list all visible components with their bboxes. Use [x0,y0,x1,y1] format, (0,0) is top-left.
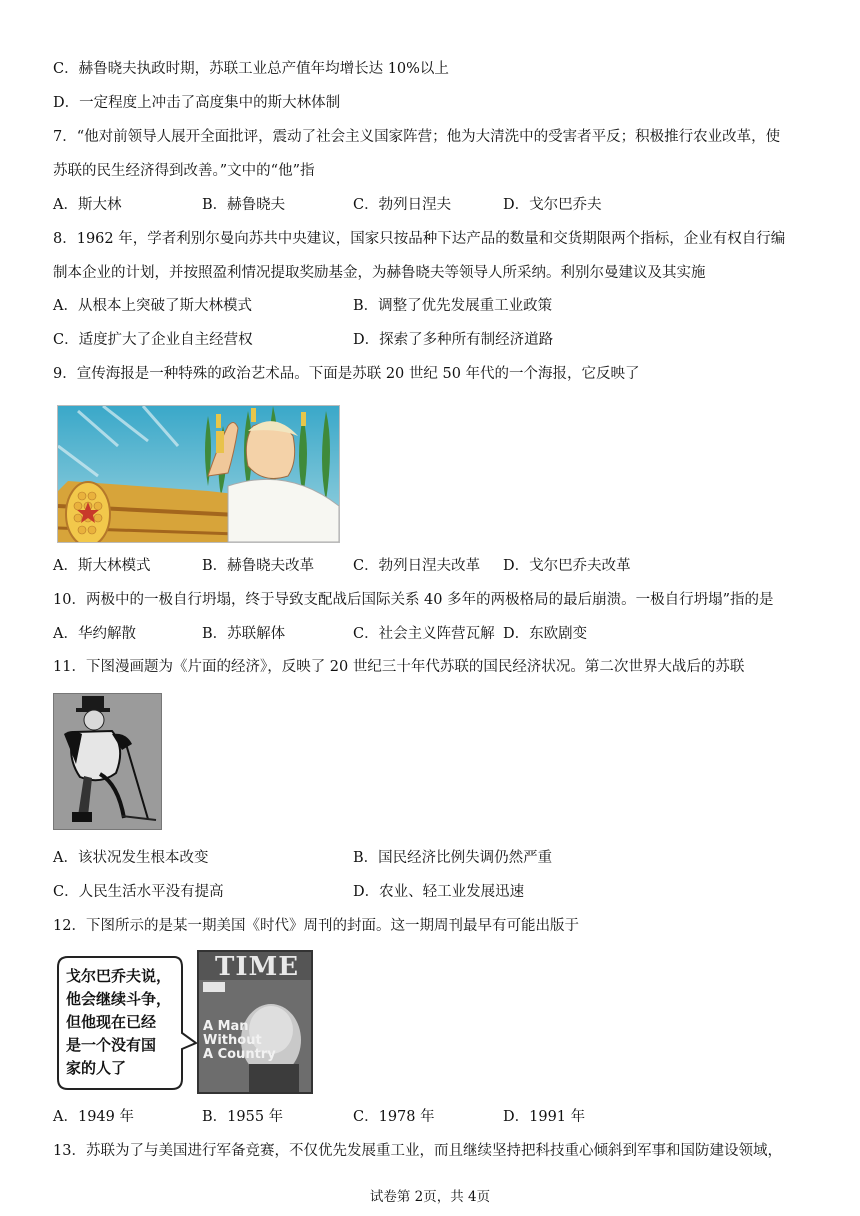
q8-option-c: C．适度扩大了企业自主经营权 [53,332,253,348]
q9-option-a: A．斯大林模式 [53,558,151,574]
one-sided-economy-cartoon [53,693,162,830]
q11-option-c: C．人民生活水平没有提高 [53,884,224,900]
q8-option-a: A．从根本上突破了斯大林模式 [53,298,252,314]
q7-option-a: A．斯大林 [53,197,122,213]
q8-stem-line2: 制本企业的计划，并按照盈利情况提取奖励基金，为赫鲁晓夫等领导人所采纳。利别尔曼建议及其实施 [53,265,706,281]
q8-option-d: D．探索了多种所有制经济道路 [353,332,554,348]
q7-option-b: B．赫鲁晓夫 [202,197,286,213]
q6-option-d: D．一定程度上冲击了高度集中的斯大林体制 [53,95,341,111]
q11-stem: 11．下图漫画题为《片面的经济》，反映了 20 世纪三十年代苏联的国民经济状况。第二次世界大战后的苏联 [53,659,745,675]
bubble-line-4: 是一个没有国 [66,1036,157,1054]
q9-option-d: D．戈尔巴乔夫改革 [503,558,631,574]
q10-option-d: D．东欧剧变 [503,626,588,642]
q12-option-c: C．1978 年 [353,1109,435,1125]
page-footer: 试卷第 2页，共 4页 [369,1189,491,1205]
q9-option-b: B．赫鲁晓夫改革 [202,558,315,574]
time-cover-title: TIME [215,952,300,982]
q6-option-c: C．赫鲁晓夫执政时期，苏联工业总产值年均增长达 10%以上 [53,61,449,77]
cover-line-2: Without [203,1033,262,1048]
bubble-line-5: 家的人了 [66,1059,127,1077]
q10-option-a: A．华约解散 [53,626,136,642]
speech-bubble [56,955,198,1093]
bubble-line-1: 戈尔巴乔夫说， [66,967,172,985]
q12-option-d: D．1991 年 [503,1109,586,1125]
q13-stem: 13．苏联为了与美国进行军备竞赛，不仅优先发展重工业，而且继续坚持把科技重心倾斜到军事和国防建设领域， [53,1143,782,1159]
q10-option-b: B．苏联解体 [202,626,286,642]
q8-option-b: B．调整了优先发展重工业政策 [353,298,553,314]
q11-option-d: D．农业、轻工业发展迅速 [353,884,525,900]
q12-option-a: A．1949 年 [53,1109,134,1125]
q12-stem: 12．下图所示的是某一期美国《时代》周刊的封面。这一期周刊最早有可能出版于 [53,918,579,934]
q10-option-c: C．社会主义阵营瓦解 [353,626,495,642]
soviet-poster-image [57,405,340,543]
q7-stem-line1: 7．“他对前领导人展开全面批评，震动了社会主义国家阵营；他为大清洗中的受害者平反；积极推行农业改革，使 [53,129,781,145]
q9-option-c: C．勃列日涅夫改革 [353,558,481,574]
q7-option-d: D．戈尔巴乔夫 [503,197,602,213]
q9-stem: 9．宣传海报是一种特殊的政治艺术品。下面是苏联 20 世纪 50 年代的一个海报，它反映了 [53,366,640,382]
time-magazine-cover [197,950,313,1094]
bubble-line-2: 他会继续斗争， [66,990,172,1008]
q11-option-b: B．国民经济比例失调仍然严重 [353,850,553,866]
q10-stem: 10．两极中的一极自行坍塌，终于导致支配战后国际关系 40 多年的两极格局的最后崩溃。一极自行坍塌”指的是 [53,592,774,608]
cover-line-3: A Country [203,1047,276,1062]
bubble-line-3: 但他现在已经 [66,1013,157,1031]
q11-option-a: A．该状况发生根本改变 [53,850,209,866]
q12-option-b: B．1955 年 [202,1109,284,1125]
cover-line-1: A Man [203,1019,249,1034]
q8-stem-line1: 8．1962 年，学者利别尔曼向苏共中央建议，国家只按品种下达产品的数量和交货期限两个指标，企业有权自行编 [53,231,786,247]
q7-option-c: C．勃列日涅夫 [353,197,452,213]
q7-stem-line2: 苏联的民生经济得到改善。”文中的“他”指 [53,163,315,179]
